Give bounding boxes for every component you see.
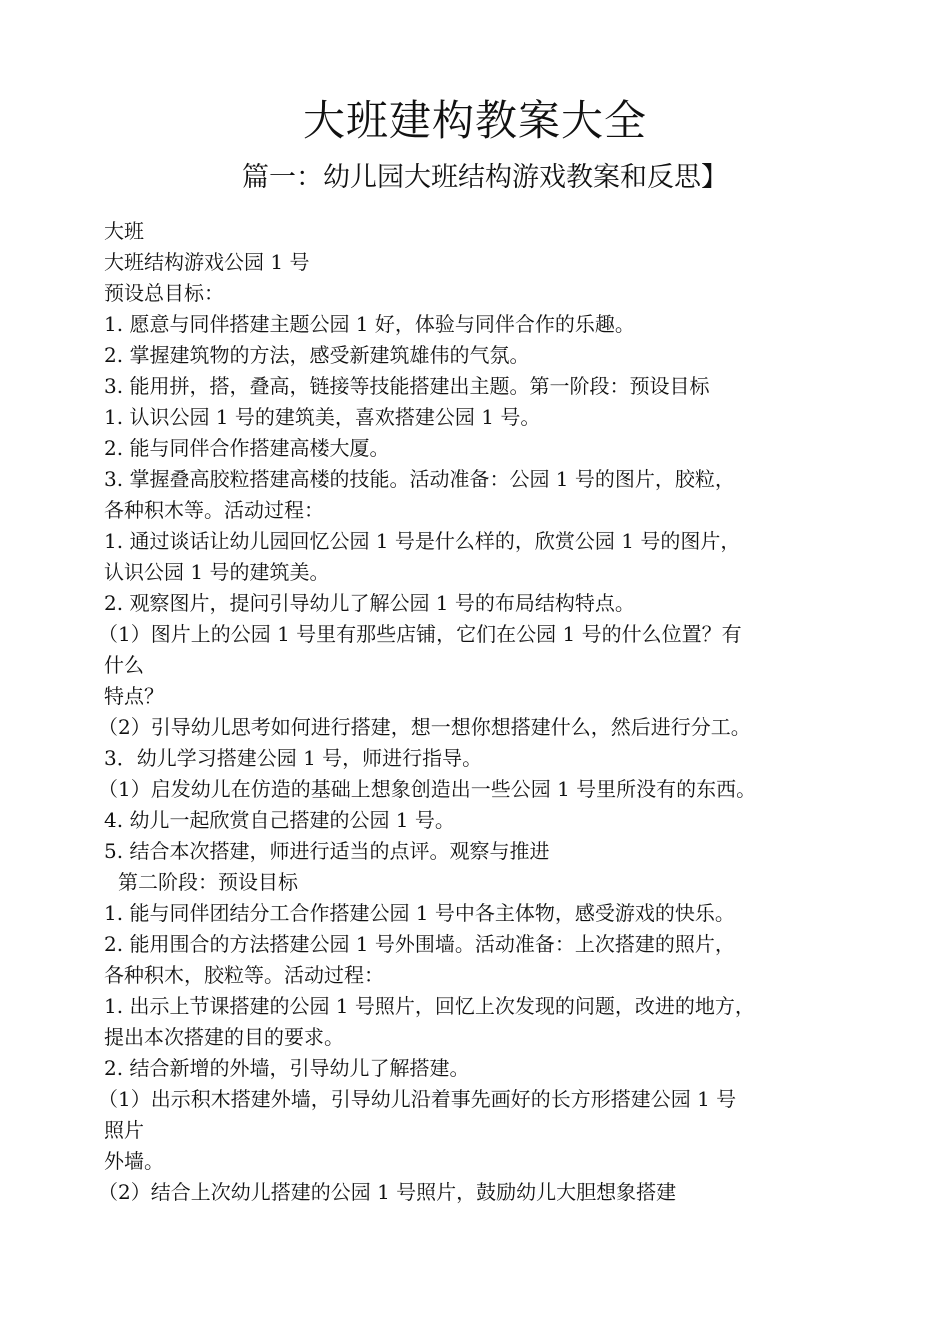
body-line: （1）图片上的公园 1 号里有那些店铺，它们在公园 1 号的什么位置？有: [98, 622, 742, 646]
body-line: 3. 掌握叠高胶粒搭建高楼的技能。活动准备：公园 1 号的图片，胶粒，: [104, 467, 735, 491]
body-line: 1. 愿意与同伴搭建主题公园 1 好，体验与同伴合作的乐趣。: [104, 312, 635, 336]
body-line: 提出本次搭建的目的要求。: [104, 1025, 344, 1049]
body-line: 预设总目标：: [104, 281, 224, 305]
body-line: 各种积木，胶粒等。活动过程：: [104, 963, 384, 987]
body-line: 1. 能与同伴团结分工合作搭建公园 1 号中各主体物，感受游戏的快乐。: [104, 901, 735, 925]
body-line: 4. 幼儿一起欣赏自己搭建的公园 1 号。: [104, 808, 455, 832]
body-line: （2）引导幼儿思考如何进行搭建，想一想你想搭建什么，然后进行分工。: [98, 715, 751, 739]
body-line: （1）出示积木搭建外墙，引导幼儿沿着事先画好的长方形搭建公园 1 号: [98, 1087, 737, 1111]
body-line: 2. 能用围合的方法搭建公园 1 号外围墙。活动准备：上次搭建的照片，: [104, 932, 735, 956]
body-line: 照片: [104, 1118, 144, 1142]
body-line: （1）启发幼儿在仿造的基础上想象创造出一些公园 1 号里所没有的东西。: [98, 777, 757, 801]
body-line: 2. 结合新增的外墙，引导幼儿了解搭建。: [104, 1056, 470, 1080]
body-line: 1. 认识公园 1 号的建筑美，喜欢搭建公园 1 号。: [104, 405, 541, 429]
body-line: 1. 通过谈话让幼儿园回忆公园 1 号是什么样的，欣赏公园 1 号的图片，: [104, 529, 741, 553]
body-line: 外墙。: [104, 1149, 164, 1173]
body-line: 3. 能用拼，搭，叠高，链接等技能搭建出主题。第一阶段：预设目标: [104, 374, 710, 398]
document-body: [98, 216, 894, 1208]
document-subtitle: 篇一：幼儿园大班结构游戏教案和反思】: [242, 162, 728, 193]
document-title: 大班建构教案大全: [302, 96, 647, 145]
body-line: 3．幼儿学习搭建公园 1 号，师进行指导。: [104, 746, 483, 770]
body-line: 各种积木等。活动过程：: [104, 498, 324, 522]
body-line: 特点？: [104, 684, 164, 708]
body-line: 1. 出示上节课搭建的公园 1 号照片，回忆上次发现的问题，改进的地方，: [104, 994, 755, 1018]
body-line: 大班结构游戏公园 1 号: [104, 250, 310, 274]
body-line: 2. 能与同伴合作搭建高楼大厦。: [104, 436, 390, 460]
body-line: 2. 观察图片，提问引导幼儿了解公园 1 号的布局结构特点。: [104, 591, 635, 615]
body-line: 5. 结合本次搭建，师进行适当的点评。观察与推进: [104, 839, 550, 863]
body-line: 大班: [104, 219, 144, 243]
body-line: 认识公园 1 号的建筑美。: [104, 560, 330, 584]
body-line: （2）结合上次幼儿搭建的公园 1 号照片，鼓励幼儿大胆想象搭建: [98, 1180, 677, 1204]
body-line: 2. 掌握建筑物的方法，感受新建筑雄伟的气氛。: [104, 343, 530, 367]
body-line: 第二阶段：预设目标: [118, 870, 298, 894]
body-line: 什么: [104, 653, 144, 677]
